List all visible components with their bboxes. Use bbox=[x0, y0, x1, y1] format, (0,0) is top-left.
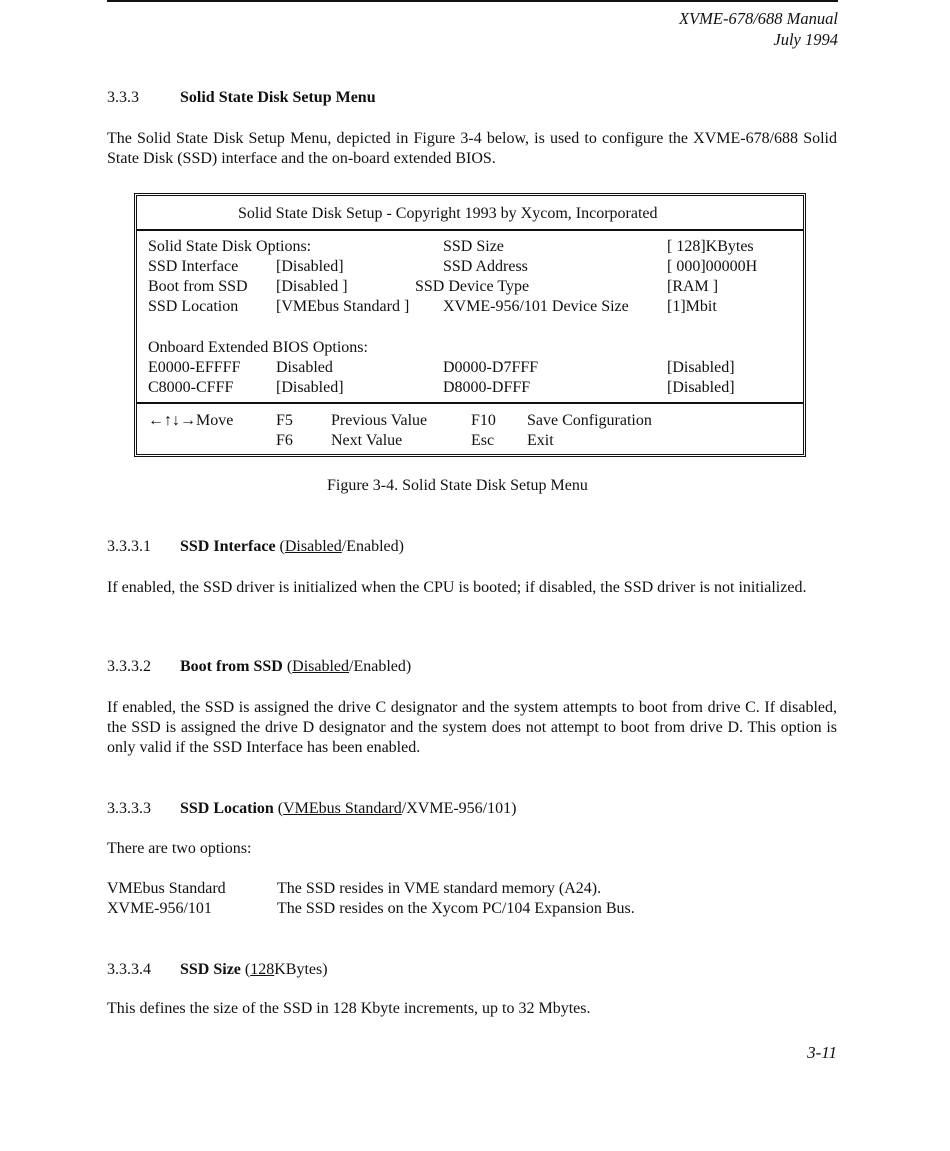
esc-key: Esc bbox=[471, 432, 495, 449]
f5-action: Previous Value bbox=[331, 412, 428, 429]
subsection-heading-ssd-location bbox=[180, 800, 516, 818]
f6-key: F6 bbox=[276, 432, 293, 449]
f5-key: F5 bbox=[276, 412, 293, 429]
option-name: VMEbus Standard bbox=[107, 880, 226, 897]
header-rule bbox=[107, 0, 838, 2]
subsection-title: Boot from SSD bbox=[180, 658, 283, 675]
subsection-number: 3.3.3.4 bbox=[107, 961, 151, 978]
default-value: VMEbus Standard bbox=[283, 800, 402, 817]
bios-options-heading: Onboard Extended BIOS Options: bbox=[148, 339, 368, 356]
other-values: KBytes) bbox=[274, 961, 328, 978]
subsection-number: 3.3.3.3 bbox=[107, 800, 151, 817]
default-value: Disabled bbox=[284, 538, 342, 555]
ssd-device-type-value[interactable]: [RAM ] bbox=[667, 278, 719, 295]
bios-value-e0000[interactable]: Disabled bbox=[276, 359, 333, 376]
device-size-label: XVME-956/101 Device Size bbox=[443, 298, 629, 315]
ssd-address-value[interactable]: [ 000]00000H bbox=[667, 258, 758, 275]
subsection-body: If enabled, the SSD is assigned the drive C designator and the system attempts to boot from drive C. If disabled, the SSD is assigned the drive D designator and the system does not attempt to boot from drive D. This option is only valid if the SSD Interface has been enabled. bbox=[107, 699, 837, 756]
ssd-options-heading: Solid State Disk Options: bbox=[148, 238, 312, 255]
bios-value-c8000[interactable]: [Disabled] bbox=[276, 379, 344, 396]
boot-from-ssd-label: Boot from SSD bbox=[148, 278, 248, 295]
subsection-body: There are two options: bbox=[107, 840, 252, 857]
default-open: ( bbox=[279, 538, 285, 555]
bios-value-d0000[interactable]: [Disabled] bbox=[667, 359, 735, 376]
f10-action: Save Configuration bbox=[527, 412, 652, 429]
other-values: /XVME-956/101) bbox=[401, 800, 517, 817]
subsection-heading-ssd-size bbox=[180, 961, 328, 979]
other-values: /Enabled) bbox=[349, 658, 412, 675]
option-name: XVME-956/101 bbox=[107, 900, 212, 917]
bios-value-d8000[interactable]: [Disabled] bbox=[667, 379, 735, 396]
subsection-body: If enabled, the SSD driver is initialized when the CPU is booted; if disabled, the SSD driver is not initialized. bbox=[107, 579, 807, 596]
subsection-heading-ssd-interface bbox=[180, 538, 404, 556]
setup-menu-box bbox=[134, 193, 806, 457]
ssd-device-type-label: SSD Device Type bbox=[415, 278, 530, 295]
subsection-title: SSD Interface bbox=[180, 538, 276, 555]
subsection-body: This defines the size of the SSD in 128 Kbyte increments, up to 32 Mbytes. bbox=[107, 1000, 591, 1017]
default-open: ( bbox=[286, 658, 293, 675]
ssd-location-value[interactable]: [VMEbus Standard ] bbox=[276, 298, 410, 315]
ssd-size-value[interactable]: [ 128]KBytes bbox=[667, 238, 754, 255]
device-size-value[interactable]: [1]Mbit bbox=[667, 298, 717, 315]
setup-menu-title: Solid State Disk Setup - Copyright 1993 by Xycom, Incorporated bbox=[238, 205, 658, 222]
f10-key: F10 bbox=[471, 412, 496, 429]
bios-range-c8000: C8000-CFFF bbox=[148, 379, 234, 396]
setup-menu-divider-bottom bbox=[137, 402, 803, 404]
esc-action: Exit bbox=[527, 432, 554, 449]
figure-caption: Figure 3-4. Solid State Disk Setup Menu bbox=[327, 477, 588, 494]
default-value: Disabled bbox=[292, 658, 350, 675]
subsection-title: SSD Size bbox=[180, 961, 241, 978]
other-values: /Enabled) bbox=[341, 538, 404, 555]
section-intro: The Solid State Disk Setup Menu, depicted in Figure 3-4 below, is used to configure the XVME-678/688 Solid State Disk (SSD) interface and the on-board extended BIOS. bbox=[107, 130, 837, 167]
subsection-title: SSD Location bbox=[180, 800, 274, 817]
f6-action: Next Value bbox=[331, 432, 403, 449]
manual-date: July 1994 bbox=[773, 30, 838, 49]
default-open: ( bbox=[244, 961, 251, 978]
setup-menu-divider-top bbox=[137, 229, 803, 231]
ssd-location-label: SSD Location bbox=[148, 298, 239, 315]
subsection-number: 3.3.3.1 bbox=[107, 538, 151, 555]
bios-range-e0000: E0000-EFFFF bbox=[148, 359, 241, 376]
section-title: Solid State Disk Setup Menu bbox=[180, 89, 376, 106]
bios-range-d0000: D0000-D7FFF bbox=[443, 359, 539, 376]
option-desc: The SSD resides on the Xycom PC/104 Expansion Bus. bbox=[277, 900, 635, 917]
default-open: ( bbox=[277, 800, 284, 817]
option-desc: The SSD resides in VME standard memory (A24). bbox=[277, 880, 602, 897]
ssd-address-label: SSD Address bbox=[443, 258, 528, 275]
subsection-number: 3.3.3.2 bbox=[107, 658, 151, 675]
move-keys-hint: ←↑↓→Move bbox=[148, 412, 234, 429]
page-number: 3-11 bbox=[807, 1043, 837, 1062]
ssd-interface-label: SSD Interface bbox=[148, 258, 239, 275]
boot-from-ssd-value[interactable]: [Disabled ] bbox=[276, 278, 348, 295]
default-value: 128 bbox=[250, 961, 275, 978]
ssd-interface-value[interactable]: [Disabled] bbox=[276, 258, 344, 275]
bios-range-d8000: D8000-DFFF bbox=[443, 379, 531, 396]
subsection-heading-boot-from-ssd bbox=[180, 658, 411, 676]
ssd-size-label: SSD Size bbox=[443, 238, 504, 255]
manual-title: XVME-678/688 Manual bbox=[678, 9, 838, 28]
section-number: 3.3.3 bbox=[107, 89, 139, 106]
